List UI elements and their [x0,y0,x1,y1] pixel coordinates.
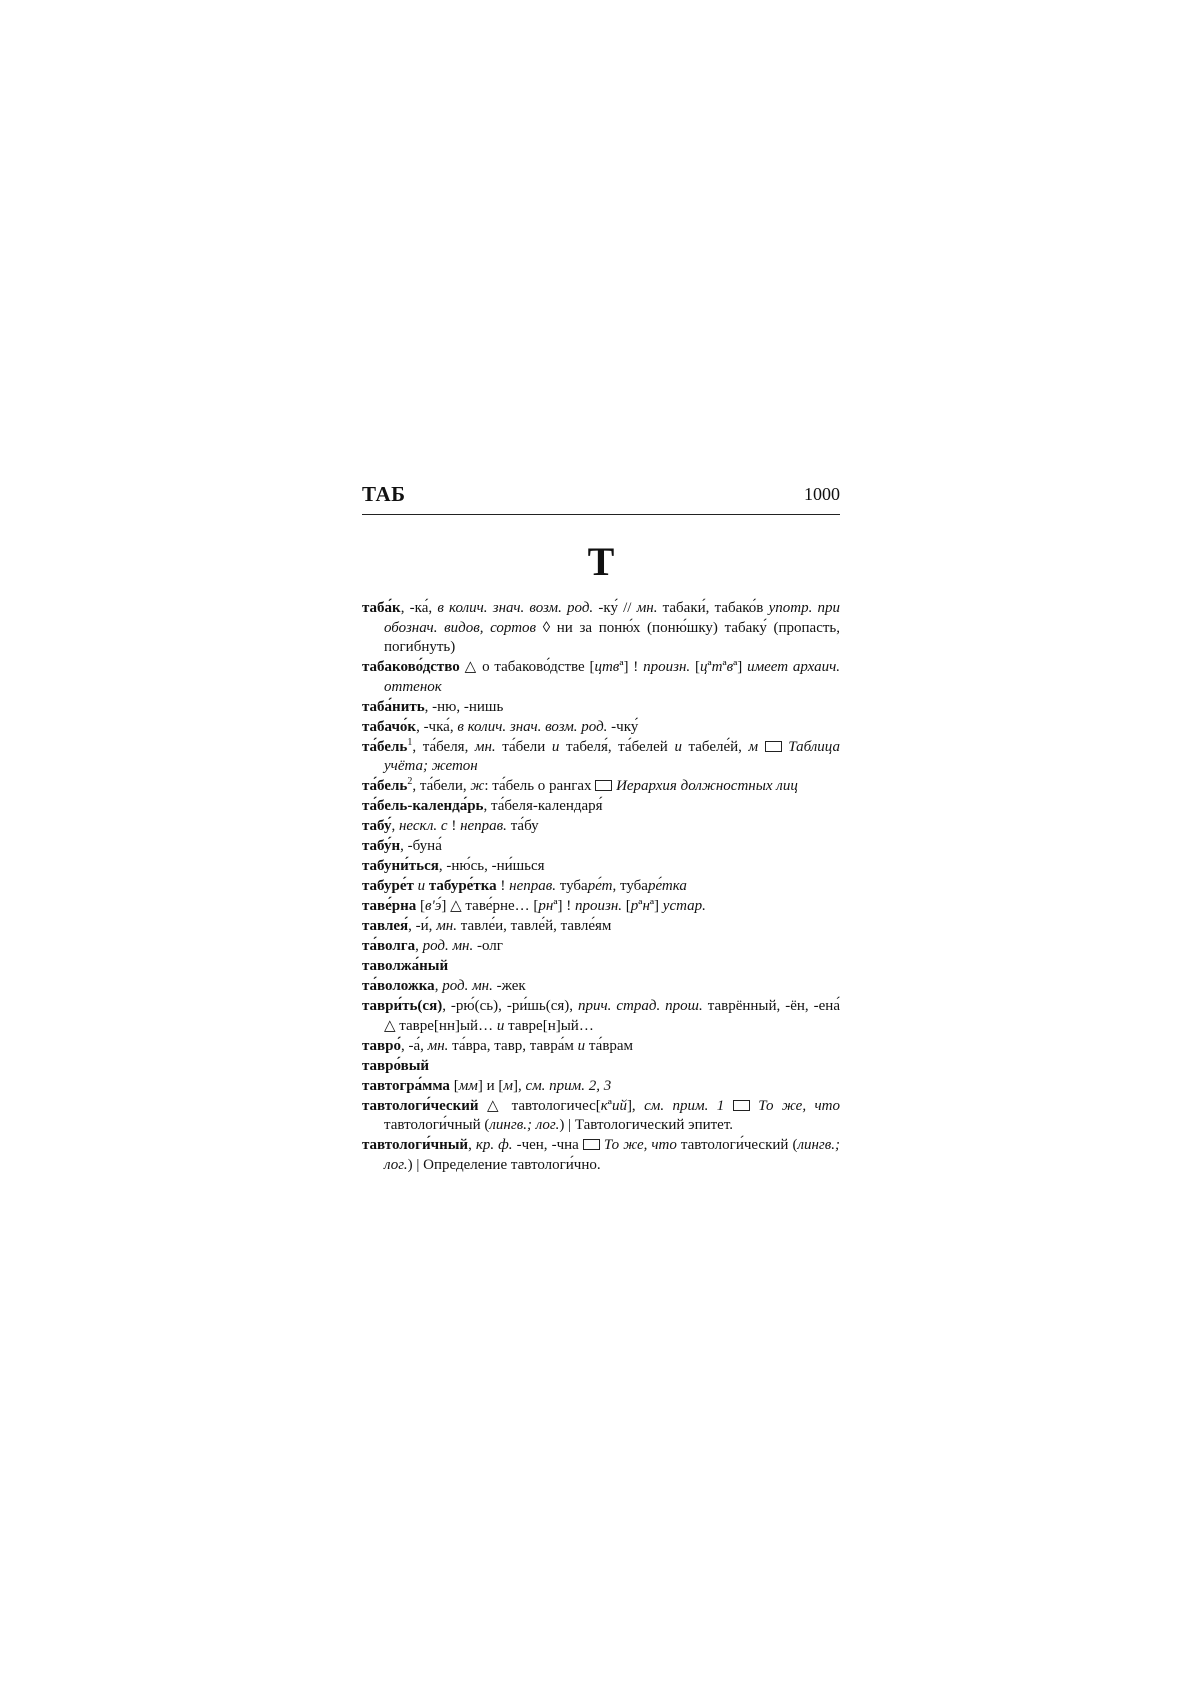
entry-text: ª [707,659,712,675]
italic-text: кр. ф. [475,1137,513,1153]
headword: табуре́т [362,878,414,894]
dictionary-entry [362,599,840,658]
entry-text: , -рю́(сь), -ри́шь(ся), [442,998,579,1014]
italic-text: ий [611,1097,627,1114]
italic-text: имеет архаич. оттенок [384,659,840,695]
headword: таври́ть(ся) [362,998,443,1014]
entry-text: , [434,978,443,994]
italic-text: Таблица учёта; жетон [384,738,840,774]
italic-text: и [417,878,426,894]
headword: та́воложка [362,978,435,994]
italic-text: ц [699,659,708,675]
italic-text: к [600,1097,608,1114]
italic-text: мн. [636,600,658,616]
entry-text: та́бу [506,818,539,834]
italic-text: мн. [427,1037,449,1054]
entry-text: ! [447,818,461,834]
italic-text: мн. [436,918,457,934]
italic-text: произн. [575,898,623,914]
entry-text: , -буна́ [400,838,442,854]
entry-text: -олг [473,938,503,954]
headword: табу́ [362,818,392,834]
entry-text: , [415,938,423,954]
entry-text: ] и [ [477,1077,504,1094]
italic-text: нескл. с [398,818,448,834]
homonym-index: 1 [407,736,413,748]
italic-text: Иерархия должностных лиц [616,778,798,794]
entry-text [758,739,765,755]
dictionary-entry [362,1136,840,1175]
headword: табуни́ться [362,858,439,874]
entry-text: та́врам [585,1037,634,1054]
entry-text: , -и́, [408,918,437,934]
dictionary-page [362,480,840,1176]
dictionary-entry [362,797,840,817]
entry-text: ], [626,1097,645,1114]
italic-text: устар. [662,898,706,914]
entry-text: -чку́ [607,718,639,735]
entry-text: таврённый, -ён, -ена́ △ тавре[нн]ый… [384,998,840,1034]
dictionary-entry [362,837,840,857]
entry-text: ª [722,659,727,675]
entry-text: , [468,1137,476,1153]
entry-text: тавре[н]ый… [504,1017,594,1034]
italic-text: рн [538,898,554,914]
entry-text: ) | Тавтологический эпитет. [559,1117,734,1133]
headword: та́бель [362,738,408,755]
entry-text: : та́бель о рангах [484,778,596,794]
entry-text: табеле́й, [681,738,749,755]
entry-text: туба [556,878,588,894]
italic-text: см. прим. 1 [644,1097,725,1114]
entry-text [750,1098,758,1114]
italic-text: н [642,898,650,914]
italic-text: в колич. знач. возм. род. [457,718,608,735]
dictionary-entry [362,817,840,837]
entry-text: ! [496,878,510,894]
italic-text: произн. [643,659,691,675]
entry-text: , та́беля, [412,738,475,755]
headword: тавлея́ [362,918,409,934]
entry-text [724,1098,732,1114]
italic-text: лингв.; лог. [489,1117,560,1133]
entry-text: , -ка́, [400,600,438,616]
entry-text: -жек [492,978,526,994]
definition-box-icon [595,780,612,791]
entry-text: △ тавтологичес[ [478,1097,601,1114]
italic-text: неправ. [460,818,507,834]
entry-text: табаки́, табако́в [657,600,769,616]
entry-text: , туба [612,878,648,894]
dictionary-entry [362,718,840,738]
dictionary-entry [362,658,840,697]
italic-text: в [726,659,734,675]
dictionary-entry [362,877,840,897]
dictionary-entry [362,1097,840,1136]
entry-text: ª [607,1097,612,1114]
entry-text: [ [622,898,631,914]
italic-text: ж [470,778,485,794]
running-head: ТАБ [362,482,406,506]
headword: таволжа́ный [362,958,449,974]
dictionary-entry [362,1057,840,1077]
italic-text: род. мн. [442,978,493,994]
italic-text: и [577,1037,586,1054]
page-header [362,480,840,515]
dictionary-entry [362,957,840,977]
italic-text: ре́т [587,878,613,894]
italic-text: м [503,1077,513,1094]
dictionary-entry [362,917,840,937]
entry-text: [ [690,659,700,675]
dictionary-entry [362,937,840,957]
headword: таба́к [362,600,401,616]
headword: табуре́тка [428,878,497,894]
entry-text: ª [638,898,643,914]
entry-text: -ку́ // [593,600,637,616]
italic-text: цтв [594,659,620,675]
italic-text: мм [458,1077,478,1094]
italic-text: см. прим. 2, 3 [525,1077,612,1094]
section-letter: Т [587,539,615,584]
italic-text: ре́тка [647,878,687,894]
dictionary-entry [362,897,840,917]
dictionary-entry [362,1077,840,1097]
italic-text: прич. страд. прош. [578,998,703,1014]
headword: таба́нить [362,698,425,715]
dictionary-entry [362,738,840,777]
homonym-index: 2 [407,776,413,787]
entry-text: [ [416,898,426,914]
entry-text: , та́беля-календаря́ [483,798,603,814]
headword: табачо́к [362,718,417,735]
definition-box-icon [733,1100,750,1111]
definition-box-icon [583,1139,600,1150]
dictionary-entry [362,997,840,1036]
entry-text: ª] ! [553,898,575,914]
headword: тавро́ [362,1037,401,1054]
entry-text: , та́бели, [412,778,471,794]
headword: та́бель-календа́рь [362,798,484,814]
headword: та́волга [362,938,416,954]
italic-text: и [674,738,682,755]
headword: табу́н [362,838,401,854]
italic-text: т [711,659,723,675]
entry-text: , [391,818,399,834]
italic-text: То же, что [758,1097,841,1114]
entry-text: , -ню, -нишь [424,698,504,715]
italic-text: в колич. знач. возм. род. [437,600,594,616]
headword: тавро́вый [362,1057,430,1074]
dictionary-entry [362,1037,840,1057]
italic-text: и [551,738,560,755]
dictionary-entry [362,977,840,997]
italic-text: неправ. [509,878,556,894]
entry-text: тавтологи́чный ( [384,1117,490,1133]
entry-text: ) | Определение тавтологи́чно. [407,1156,601,1173]
entry-text: ª] [733,659,748,675]
headword: тавтологи́чный [362,1137,469,1153]
italic-text: м [748,738,759,755]
italic-text: лингв.; лог. [384,1137,841,1173]
dictionary-entry [362,857,840,877]
entry-text: -чен, -чна [512,1137,583,1153]
entry-list [362,599,840,1175]
definition-box-icon [765,741,782,752]
entry-text: , -а́, [401,1037,428,1054]
page-number: 1000 [804,484,840,504]
entry-text: ] △ таве́рне… [ [441,898,539,914]
entry-text: , -чка́, [416,718,458,735]
italic-text: род. мн. [422,938,474,954]
headword: тавтогра́мма [362,1077,450,1094]
italic-text: в'э́ [425,898,442,914]
headword: таве́рна [362,898,417,914]
entry-text: ª] [649,898,663,914]
entry-text: ◊ ни за поню́х (поню́шку) табаку́ (пропасть, погибнуть) [384,619,841,655]
italic-text: То же, что [603,1137,677,1153]
entry-text: ª] ! [619,659,644,675]
entry-text: табеля́, та́белей [559,738,675,755]
italic-text: р [630,898,639,914]
entry-text: та́вра, тавр, тавра́м [448,1037,578,1054]
entry-text: , -ню́сь, -ни́шься [438,858,545,874]
headword: табаково́дство [362,659,460,675]
entry-text: ], [512,1077,526,1094]
entry-text: [ [449,1077,459,1094]
entry-text: △ о табаково́дстве [ [459,659,595,675]
entry-text: тавле́и, тавле́й, тавле́ям [456,918,612,934]
dictionary-entry [362,777,840,797]
headword: та́бель [362,778,408,794]
italic-text: употр. при обознач. видов, сортов [384,600,841,636]
dictionary-entry [362,698,840,718]
entry-text: тавтологи́ческий ( [676,1137,798,1153]
italic-text: и [496,1017,505,1034]
headword: тавтологи́ческий [362,1097,479,1114]
italic-text: мн. [474,738,496,755]
entry-text: та́бели [495,738,552,755]
